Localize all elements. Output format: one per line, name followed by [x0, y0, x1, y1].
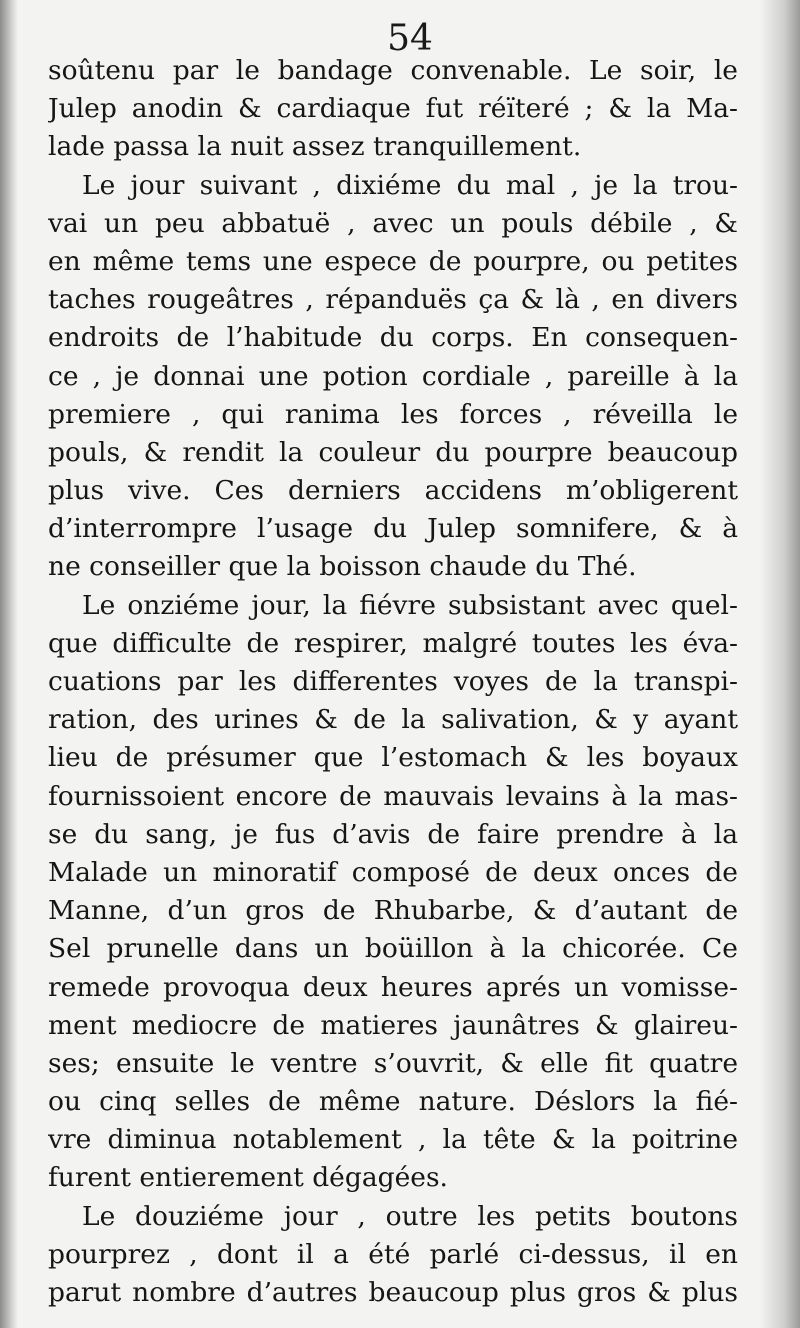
text-line: soûtenu par le bandage convenable. Le soir, le: [48, 55, 738, 86]
text-line: Sel prunelle dans un boüillon à la chicorée. Ce: [48, 933, 738, 965]
text-line: vre diminua notablement , la tête & la poitrine: [48, 1124, 738, 1156]
text-line: lieu de présumer que l’estomach & les boyaux: [48, 742, 738, 774]
text-line: pourprez , dont il a été parlé ci-dessus, il en: [48, 1238, 738, 1270]
text-line: vai un peu abbatuë , avec un pouls débile , &: [48, 207, 738, 239]
text-line: ce , je donnai une potion cordiale , pareille à la: [48, 360, 738, 392]
text-line: Le douziéme jour , outre les petits boutons: [82, 1200, 738, 1232]
text-line: plus vive. Ces derniers accidens m’obligerent: [48, 475, 738, 507]
text-line: remede provoqua deux heures aprés un vomisse-: [48, 971, 738, 1003]
text-line: Manne, d’un gros de Rhubarbe, & d’autant de: [48, 895, 738, 927]
text-line: ne conseiller que la boisson chaude du Thé.: [48, 551, 637, 583]
text-line: furent entierement dégagées.: [48, 1162, 448, 1194]
text-line: Julep anodin & cardiaque fut réïteré ; & la Ma-: [48, 93, 738, 125]
text-line: Malade un minoratif composé de deux onces de: [48, 856, 738, 888]
text-line: ration, des urines & de la salivation, & y ayant: [48, 704, 738, 736]
text-line: ment mediocre de matieres jaunâtres & glaireu-: [48, 1009, 738, 1041]
text-line: premiere , qui ranima les forces , réveilla le: [48, 398, 738, 430]
text-line: Le jour suivant , dixiéme du mal , je la trou-: [82, 169, 738, 201]
text-line: que difficulte de respirer, malgré toutes les éva-: [48, 627, 738, 659]
text-line: taches rougeâtres , répanduës ça & là , en divers: [48, 284, 738, 316]
page-text: [48, 52, 738, 1312]
text-line: endroits de l’habitude du corps. En consequen-: [48, 322, 738, 354]
text-line: fournissoient encore de mauvais levains à la mas-: [48, 780, 738, 812]
text-line: cuations par les differentes voyes de la transpi-: [48, 666, 738, 697]
text-line: ses; ensuite le ventre s’ouvrit, & elle fit quatre: [48, 1047, 738, 1079]
text-line: ou cinq selles de même nature. Déslors la fié-: [48, 1086, 738, 1118]
text-line: lade passa la nuit assez tranquillement.: [48, 131, 582, 163]
text-line: en même tems une espece de pourpre, ou petites: [48, 245, 738, 277]
page-number: 54: [387, 18, 433, 59]
text-line: d’interrompre l’usage du Julep somnifere, & à: [48, 513, 738, 545]
text-line: se du sang, je fus d’avis de faire prendre à la: [48, 818, 738, 850]
text-line: pouls, & rendit la couleur du pourpre beaucoup: [48, 436, 738, 468]
text-line: parut nombre d’autres beaucoup plus gros & plus: [48, 1277, 738, 1308]
text-line: Le onziéme jour, la fiévre subsistant avec quel-: [82, 589, 738, 621]
